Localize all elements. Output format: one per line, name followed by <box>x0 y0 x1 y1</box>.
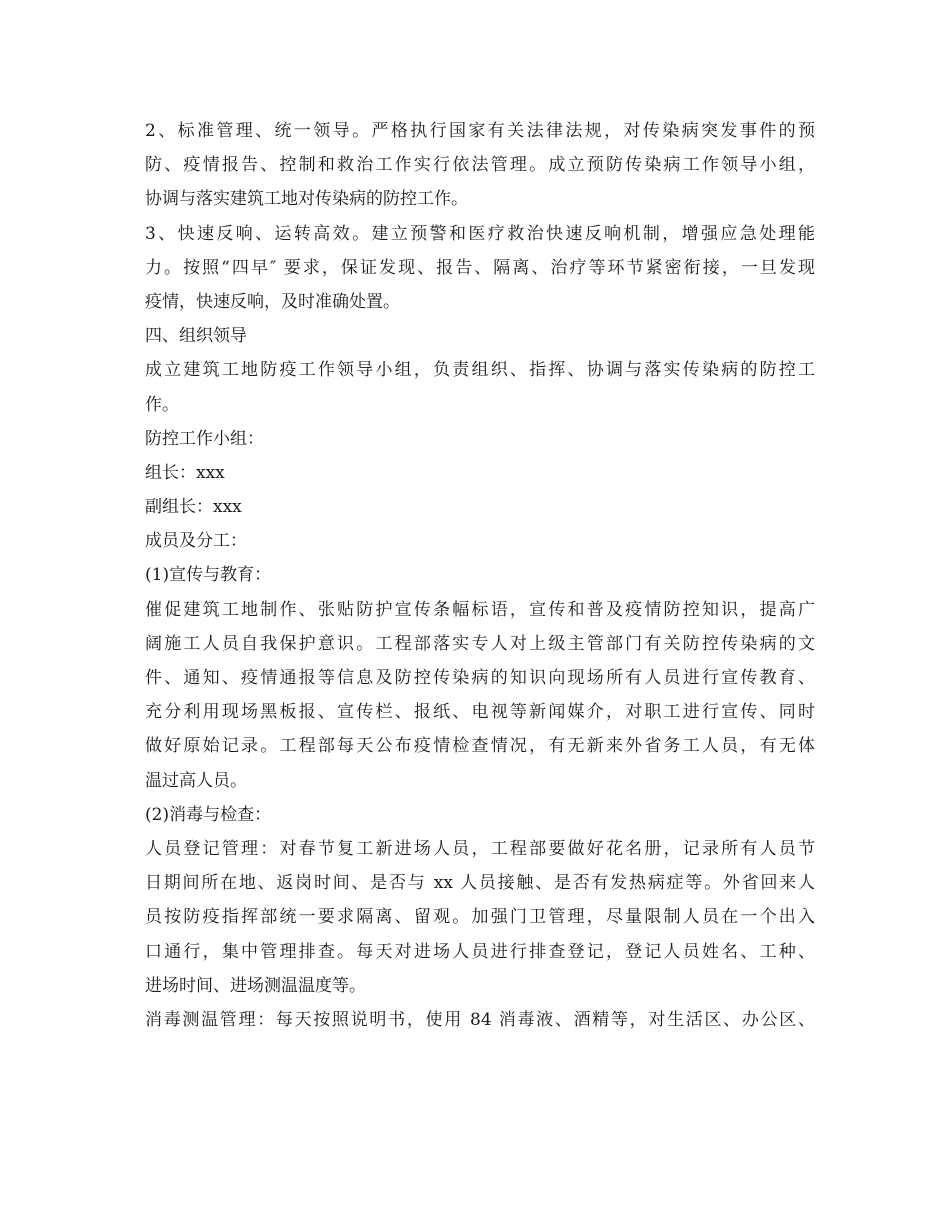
text-line: 日期间所在地、返岗时间、是否与 xx 人员接触、是否有发热病症等。外省回来人 <box>145 873 815 894</box>
text-line: 做好原始记录。工程部每天公布疫情检查情况，有无新来外省务工人员，有无体 <box>145 736 815 757</box>
text-line: 员按防疫指挥部统一要求隔离、留观。加强门卫管理，尽量限制人员在一个出入 <box>145 907 815 928</box>
text-line: 疫情，快速反响，及时准确处置。 <box>145 291 400 312</box>
text-line: 力。按照“四早″ 要求，保证发现、报告、隔离、治疗等环节紧密衔接，一旦发现 <box>145 257 815 278</box>
text-line: 人员登记管理：对春节复工新进场人员，工程部要做好花名册，记录所有人员节 <box>145 838 815 859</box>
text-line: 3、快速反响、运转高效。建立预警和医疗救治快速反响机制，增强应急处理能 <box>145 223 815 244</box>
subsection-heading: (1)宣传与教育： <box>145 565 272 586</box>
text-line: 作。 <box>145 394 179 415</box>
text-line: 进场时间、进场测温温度等。 <box>145 975 366 996</box>
text-line: 充分利用现场黑板报、宣传栏、报纸、电视等新闻媒介，对职工进行宣传、同时 <box>145 702 815 723</box>
text-line: 组长：xxx <box>145 462 225 483</box>
text-line: 副组长：xxx <box>145 497 242 518</box>
text-line: 成立建筑工地防疫工作领导小组，负责组织、指挥、协调与落实传染病的防控工 <box>145 360 815 381</box>
text-line: 催促建筑工地制作、张贴防护宣传条幅标语，宣传和普及疫情防控知识，提高广 <box>145 599 815 620</box>
text-line: 阔施工人员自我保护意识。工程部落实专人对上级主管部门有关防控传染病的文 <box>145 633 815 654</box>
text-line: 消毒测温管理：每天按照说明书，使用 84 消毒液、酒精等，对生活区、办公区、 <box>145 1009 815 1030</box>
text-line: 温过高人员。 <box>145 770 247 791</box>
document-body <box>145 114 815 1037</box>
text-line: 防控工作小组： <box>145 428 264 449</box>
text-line: 协调与落实建筑工地对传染病的防控工作。 <box>145 189 468 210</box>
subsection-heading: (2)消毒与检查： <box>145 804 272 825</box>
text-line: 成员及分工： <box>145 531 247 552</box>
text-line: 口通行，集中管理排查。每天对进场人员进行排查登记，登记人员姓名、工种、 <box>145 941 815 962</box>
section-heading: 四、组织领导 <box>145 326 247 347</box>
text-line: 防、疫情报告、控制和救治工作实行依法管理。成立预防传染病工作领导小组， <box>145 155 815 176</box>
text-line: 件、通知、疫情通报等信息及防控传染病的知识向现场所有人员进行宣传教育、 <box>145 668 815 688</box>
text-line: 2、标准管理、统一领导。严格执行国家有关法律法规，对传染病突发事件的预 <box>145 121 815 141</box>
